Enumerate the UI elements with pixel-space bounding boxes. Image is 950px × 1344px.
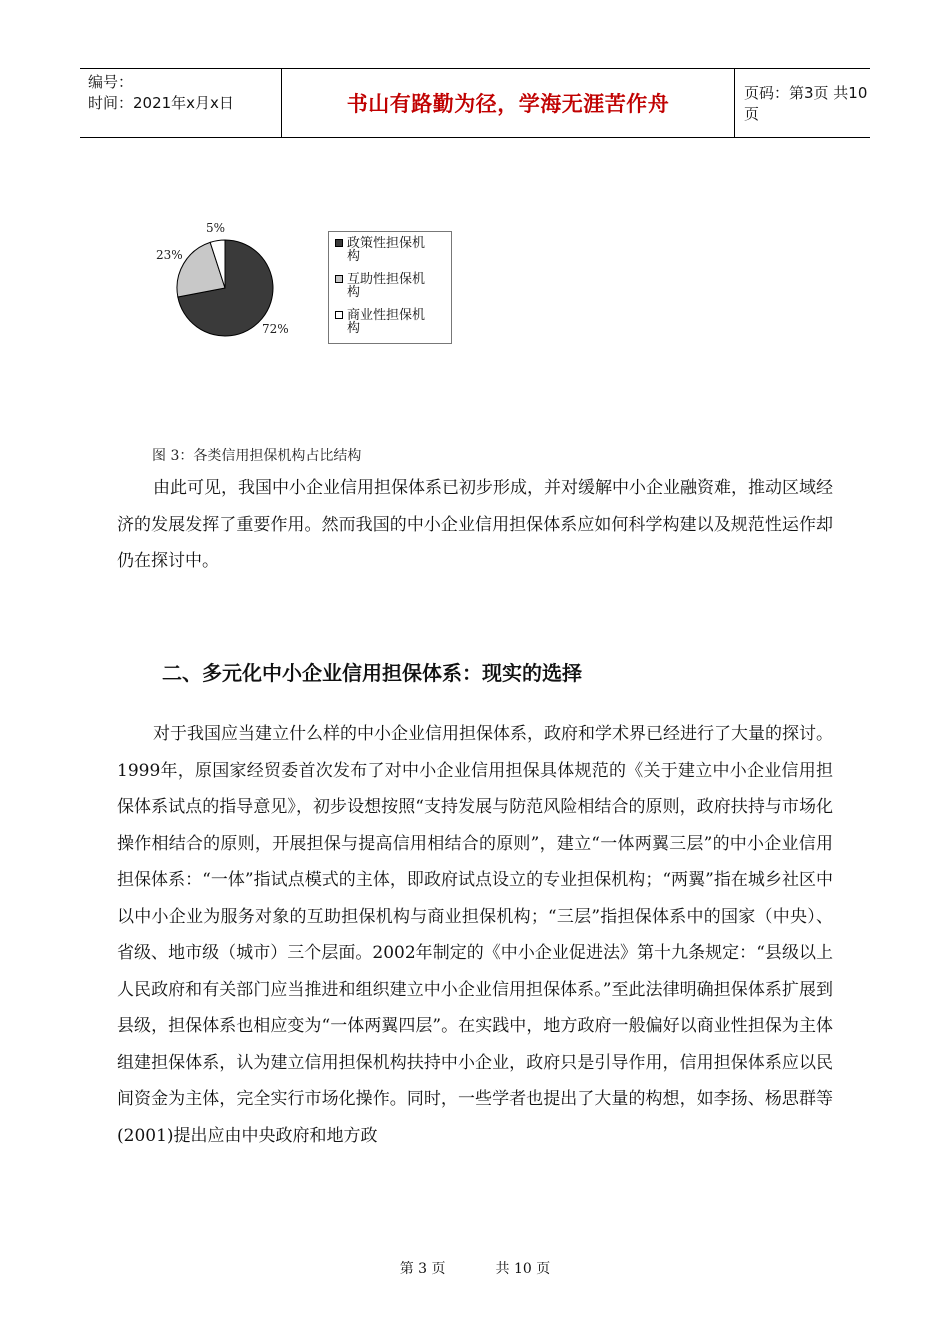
paragraph-2 bbox=[117, 716, 833, 1154]
footer-page-total: 共 10 页 bbox=[495, 1261, 551, 1277]
pie-chart-svg bbox=[140, 215, 320, 355]
slice-label-commercial: 5% bbox=[206, 221, 226, 235]
number-label: 编号： bbox=[88, 73, 134, 91]
paragraph-1 bbox=[117, 470, 833, 580]
legend-item-commercial bbox=[335, 309, 451, 345]
time-label: 时间：2021年x月x日 bbox=[88, 94, 234, 112]
legend-swatch bbox=[335, 239, 343, 247]
legend-label: 互助性担保机 bbox=[347, 272, 426, 287]
legend-label-wrap: 构 bbox=[347, 321, 361, 336]
header-page-code: 页码：第3页 共10页 bbox=[744, 84, 868, 123]
slice-label-policy: 72% bbox=[262, 322, 289, 336]
legend-label: 商业性担保机 bbox=[347, 308, 426, 323]
page-footer bbox=[0, 1258, 950, 1278]
figure-caption: 图 3：各类信用担保机构占比结构 bbox=[152, 448, 362, 464]
header-motto-cell bbox=[282, 69, 735, 137]
header-page-code-cell bbox=[735, 69, 870, 137]
document-header bbox=[80, 68, 870, 138]
legend-label-wrap: 构 bbox=[347, 285, 361, 300]
section-heading: 二、多元化中小企业信用担保体系：现实的选择 bbox=[162, 661, 582, 685]
legend-swatch bbox=[335, 275, 343, 283]
legend-item-mutual bbox=[335, 273, 451, 309]
paragraph-2-text: 对于我国应当建立什么样的中小企业信用担保体系，政府和学术界已经进行了大量的探讨。1999年，原国家经贸委首次发布了对中小企业信用担保具体规范的《关于建立中小企业信用担保体系试点的指导意见》，初步设想按照“支持发展与防范风险相结合的原则，政府扶持与市场化操作相结合的原则，开展担保与提高信用相结合的原则”，建立“一体两翼三层”的中小企业信用担保体系：“一体”指试点模式的主体，即政府试点设立的专业担保机构；“两翼”指在城乡社区中以中小企业为服务对象的互助担保机构与商业担保机构；“三层”指担保体系中的国家（中央）、省级、地市级（城市）三个层面。2002年制定的《中小企业促进法》第十九条规定：“县级以上人民政府和有关部门应当推进和组织建立中小企业信用担保体系。”至此法律明确担保体系扩展到县级，担保体系也相应变为“一体两翼四层”。在实践中，地方政府一般偏好以商业性担保为主体组建担保体系，认为建立信用担保机构扶持中小企业，政府只是引导作用，信用担保体系应以民间资金为主体，完全实行市场化操作。同时，一些学者也提出了大量的构想，如李扬、杨思群等(2001)提出应由中央政府和地方政 bbox=[117, 724, 833, 1146]
header-motto: 书山有路勤为径，学海无涯苦作舟 bbox=[346, 92, 670, 116]
legend-swatch bbox=[335, 311, 343, 319]
slice-label-mutual: 23% bbox=[156, 248, 183, 262]
legend-item-policy bbox=[335, 237, 451, 273]
legend-label-wrap: 构 bbox=[347, 249, 361, 264]
chart-legend bbox=[328, 231, 452, 344]
pie-chart bbox=[140, 215, 460, 355]
footer-page-current: 第 3 页 bbox=[399, 1261, 446, 1277]
legend-label: 政策性担保机 bbox=[347, 236, 426, 251]
paragraph-1-text: 由此可见，我国中小企业信用担保体系已初步形成，并对缓解中小企业融资难，推动区域经济的发展发挥了重要作用。然而我国的中小企业信用担保体系应如何科学构建以及规范性运作却仍在探讨中。 bbox=[117, 478, 833, 571]
header-meta bbox=[80, 69, 282, 137]
